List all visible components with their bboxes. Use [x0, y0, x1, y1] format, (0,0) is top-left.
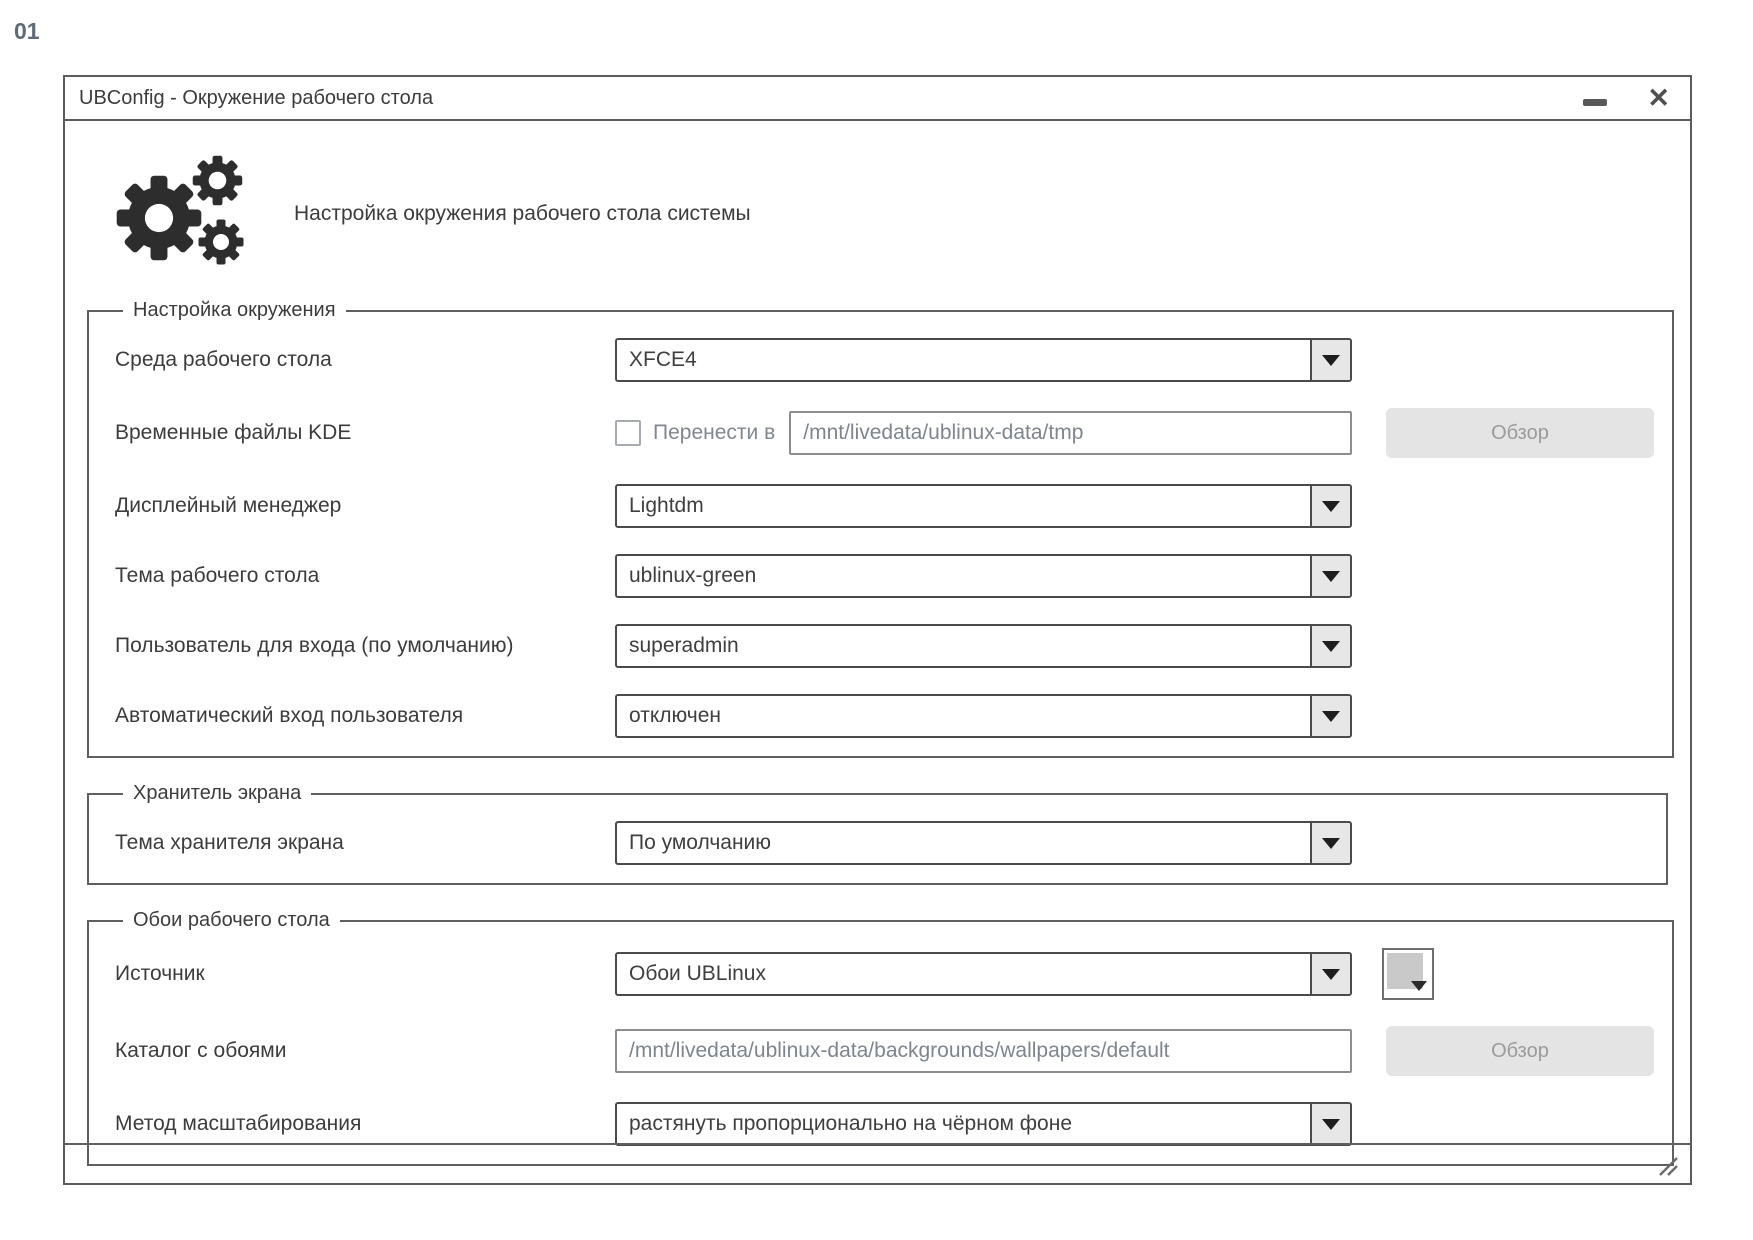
dropdown-arrow-button[interactable]	[1310, 823, 1350, 863]
row-wallpaper-source	[115, 948, 1654, 1000]
dropdown-arrow-icon	[1322, 838, 1340, 849]
group-screensaver-legend: Хранитель экрана	[133, 782, 302, 804]
row-kde-tmp	[115, 408, 1654, 458]
default-user-value: superadmin	[629, 634, 739, 657]
dropdown-arrow-icon	[1322, 571, 1340, 582]
dropdown-arrow-icon	[1322, 969, 1340, 980]
desktop-env-label: Среда рабочего стола	[115, 348, 332, 371]
header-description: Настройка окружения рабочего стола системы	[294, 202, 751, 225]
row-scaling-method	[115, 1102, 1654, 1146]
dropdown-arrow-icon	[1322, 711, 1340, 722]
row-desktop-theme	[115, 554, 1654, 598]
auto-login-value: отключен	[629, 704, 722, 727]
scaling-method-select[interactable]	[615, 1102, 1352, 1146]
desktop-env-select[interactable]	[615, 338, 1352, 382]
resize-grip-icon[interactable]	[1656, 1154, 1680, 1178]
window-content	[65, 121, 1690, 1143]
dropdown-arrow-button[interactable]	[1310, 556, 1350, 596]
default-user-select[interactable]	[615, 624, 1352, 668]
dropdown-arrow-icon	[1411, 981, 1427, 991]
desktop-theme-value: ublinux-green	[629, 564, 757, 587]
wallpaper-directory-input[interactable]	[615, 1029, 1352, 1073]
dropdown-arrow-icon	[1322, 641, 1340, 652]
dropdown-arrow-button[interactable]	[1310, 340, 1350, 380]
group-environment-legend: Настройка окружения	[133, 299, 336, 321]
screensaver-theme-select[interactable]	[615, 821, 1352, 865]
scaling-method-value: растянуть пропорционально на чёрном фоне	[629, 1112, 1073, 1135]
dropdown-arrow-button[interactable]	[1310, 486, 1350, 526]
wallpaper-source-select[interactable]	[615, 952, 1352, 996]
move-to-checkbox[interactable]	[615, 420, 641, 446]
page-index-label: 01	[14, 18, 40, 44]
group-wallpaper	[87, 909, 1674, 1166]
kde-tmp-controls	[615, 411, 1352, 455]
move-to-checkbox-label: Перенести в	[653, 421, 776, 444]
close-icon[interactable]: ✕	[1647, 82, 1670, 113]
title-bar	[65, 77, 1690, 121]
dropdown-arrow-button[interactable]	[1310, 696, 1350, 736]
row-desktop-env	[115, 338, 1654, 382]
ubconfig-window	[63, 75, 1692, 1185]
dropdown-arrow-icon	[1322, 501, 1340, 512]
status-strip	[65, 1143, 1690, 1183]
wallpaper-source-label: Источник	[115, 962, 205, 985]
gears-icon	[112, 153, 252, 275]
dropdown-arrow-button[interactable]	[1310, 626, 1350, 666]
wallpaper-preview-button[interactable]	[1382, 948, 1434, 1000]
dropdown-arrow-button[interactable]	[1310, 1104, 1350, 1144]
group-environment	[87, 299, 1674, 758]
row-display-manager	[115, 484, 1654, 528]
row-screensaver-theme	[115, 821, 1648, 865]
row-default-user	[115, 624, 1654, 668]
auto-login-select[interactable]	[615, 694, 1352, 738]
kde-tmp-label: Временные файлы KDE	[115, 421, 352, 444]
dropdown-arrow-icon	[1322, 1119, 1340, 1130]
gear-icon	[196, 217, 246, 267]
wallpaper-source-value: Обои UBLinux	[629, 962, 766, 985]
row-auto-login	[115, 694, 1654, 738]
minimize-icon[interactable]	[1583, 99, 1607, 106]
desktop-env-value: XFCE4	[629, 348, 697, 371]
display-manager-select[interactable]	[615, 484, 1352, 528]
desktop-theme-select[interactable]	[615, 554, 1352, 598]
kde-tmp-path-input[interactable]	[789, 411, 1352, 455]
wallpaper-directory-browse-button[interactable]: Обзор	[1386, 1026, 1654, 1076]
gear-icon	[190, 153, 245, 208]
row-wallpaper-directory	[115, 1026, 1654, 1076]
wallpaper-directory-label: Каталог с обоями	[115, 1039, 287, 1062]
kde-tmp-browse-button[interactable]: Обзор	[1386, 408, 1654, 458]
desktop-theme-label: Тема рабочего стола	[115, 564, 320, 587]
display-manager-label: Дисплейный менеджер	[115, 494, 342, 517]
window-title: UBConfig - Окружение рабочего стола	[79, 86, 434, 109]
auto-login-label: Автоматический вход пользователя	[115, 704, 464, 727]
dropdown-arrow-button[interactable]	[1310, 954, 1350, 994]
dropdown-arrow-icon	[1322, 355, 1340, 366]
group-screensaver	[87, 782, 1668, 885]
default-user-label: Пользователь для входа (по умолчанию)	[115, 634, 514, 657]
display-manager-value: Lightdm	[629, 494, 704, 517]
group-wallpaper-legend: Обои рабочего стола	[133, 909, 330, 931]
screensaver-theme-value: По умолчанию	[629, 831, 772, 854]
scaling-method-label: Метод масштабирования	[115, 1112, 362, 1135]
screensaver-theme-label: Тема хранителя экрана	[115, 831, 344, 854]
header-block	[112, 153, 1668, 275]
